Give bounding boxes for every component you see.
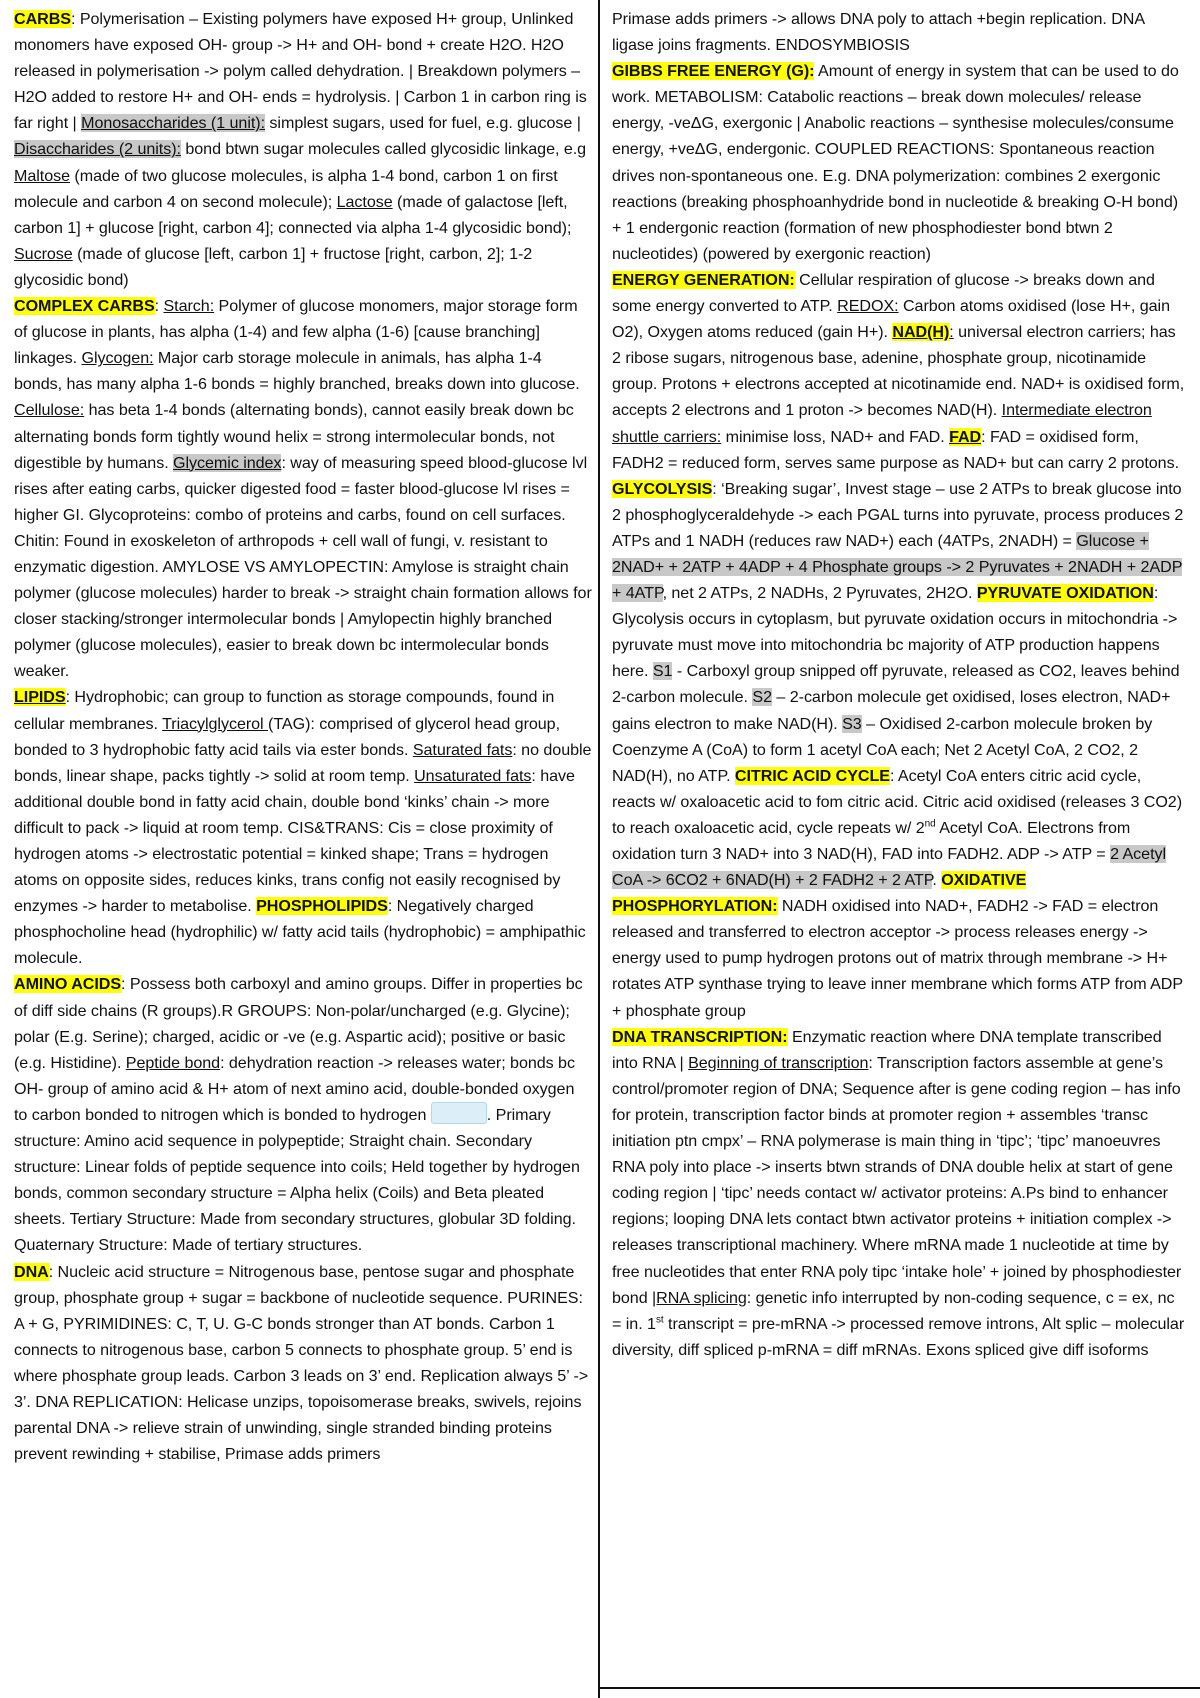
body-text: : Negatively charged phosphocholine head (hydrophilic) w/ fatty acid tails (hydrophobic) = amphipathic molecule. [14,897,586,968]
bottom-border-line [598,1687,1200,1689]
body-text: universal electron carriers; has 2 ribose sugars, nitrogenous base, adenine, phosphate group, nicotinamide group. Protons + electrons accepted at nicotinamide end. NAD+ is oxidised form, accepts 2 electrons and 1 proton -> becomes NAD(H). [612,323,1185,420]
superscript: st [655,1314,664,1326]
body-text: : ‘Breaking sugar’, Invest stage – use 2 ATPs to break glucose into 2 phosphoglyceraldehyde -> each PGAL turns into pyruvate, process produces 2 ATPs and 1 NADH (reduces raw NAD+) each (4ATPs, 2NADH) = [612,479,1184,550]
underlined-term: Sucrose [14,244,73,263]
body-text: Polymer of glucose monomers, major storage form of glucose in plants, has alpha (1-4) and few alpha (1-6) [cause branching] linkages. [14,297,578,368]
underlined-term: REDOX: [837,297,899,316]
body-text: (made of two glucose molecules, is alpha 1-4 bond, carbon 1 on first molecule and carbon 4 on second molecule); [14,166,558,211]
body-text: transcript = pre-mRNA -> processed remove introns, Alt splic – molecular diversity, diff spliced p-mRNA = diff mRNAs. Exons spliced give diff isoforms [612,1314,1185,1359]
body-text: : Polymerisation – Existing polymers have exposed H+ group, Unlinked monomers have exposed OH- group -> H+ and OH- bond + create H2O. H2O released in polymerisation -> polym called dehydration. | Breakdown polymers – H2O added to restore H+ and OH- ends = hydrolysis. | Carbon 1 in carbon ring is far right | [14,10,587,133]
highlighted-term: Glucose + 2NAD+ + 2ATP + 4ADP + 4 Phosphate groups -> 2 Pyruvates + 2NADH + 2ADP + 4ATP [612,531,1183,603]
peptide-bond-image-icon [431,1102,487,1124]
body-text: : have additional double bond in fatty acid chain, double bond ‘kinks’ chain -> more difficult to pack -> liquid at room temp. CIS&TRANS: Cis = close proximity of hydrogen atoms -> electrostatic potential = kinked shape; Trans = hydrogen atoms on opposite sides, reduces kinks, trans config not easily recognised by enzymes -> harder to metabolise. [14,766,575,916]
body-text: : genetic info interrupted by non-coding sequence, c = ex, nc = in. 1 [612,1288,1175,1333]
section-heading: GIBBS FREE ENERGY (G): [612,62,815,81]
underlined-term: Glycogen: [81,349,154,368]
body-text: : Hydrophobic; can group to function as storage compounds, found in cellular membranes. [14,688,555,733]
body-text: (made of glucose [left, carbon 1] + fructose [right, carbon, 2]; 1-2 glycosidic bond) [14,244,533,289]
underlined-term: |RNA splicing [652,1288,747,1307]
body-text: , net 2 ATPs, 2 NADHs, 2 Pyruvates, 2H2O. [662,584,977,603]
body-text: Enzymatic reaction where DNA template transcribed into RNA | [612,1027,1162,1072]
highlighted-term: S3 [842,714,862,733]
section-heading: PHOSPHOLIPIDS [256,897,388,916]
body-text: minimise loss, NAD+ and FAD. [721,427,950,446]
body-text: – Oxidised 2-carbon molecule broken by Coenzyme A (CoA) to form 1 acetyl CoA each; Net 2 Acetyl CoA, 2 CO2, 2 NAD(H), no ATP. [612,714,1153,785]
underlined-term: : [949,323,954,342]
section-heading: NAD(H) [892,323,950,342]
column-divider [598,0,600,1698]
section-heading: PYRUVATE OXIDATION [976,584,1154,603]
body-text: has beta 1-4 bonds (alternating bonds), cannot easily break down bc alternating bonds form tightly wound helix = strong intermolecular bonds, not digestible by humans. [14,401,574,472]
body-text: : Possess both carboxyl and amino groups. Differ in properties bc of diff side chains (R groups).R GROUPS: Non-polar/uncharged (e.g. Glycine); polar (E.g. Serine); charged, acidic or -ve (e.g. Aspartic acid); positive or basic (e.g. Histidine). [14,975,583,1072]
body-text: . Primary structure: Amino acid sequence in polypeptide; Straight chain. Secondary structure: Linear folds of peptide sequence into coils; Held together by hydrogen bonds, common secondary structure = Alpha helix (Coils) and Beta pleated sheets. Tertiary Structure: Made from secondary structures, globular 3D folding. Quaternary Structure: Made of tertiary structures. [14,1105,580,1255]
section-heading: AMINO ACIDS [14,975,122,994]
section-heading: LIPIDS [14,688,66,707]
superscript: nd [924,818,936,830]
section-heading: OXIDATIVE PHOSPHORYLATION: [612,871,1027,916]
body-text: (TAG): comprised of glycerol head group, bonded to 3 hydrophobic fatty acid tails via ester bonds. [14,714,561,759]
body-text: : no double bonds, linear shape, packs tightly -> solid at room temp. [14,740,592,785]
section-heading: CITRIC ACID CYCLE [734,766,890,785]
body-text: : [154,297,164,316]
section-heading: FAD [949,427,982,446]
body-text: Primase adds primers -> allows DNA poly to attach +begin replication. DNA ligase joins fragments. ENDOSYMBIOSIS [612,10,1145,55]
notes-column-left [14,0,592,1467]
underlined-term: Beginning of transcription [688,1053,869,1072]
body-text: : way of measuring speed blood-glucose lvl rises after eating carbs, quicker digested food = faster blood-glucose lvl rises = higher GI. Glycoproteins: combo of proteins and carbs, found on cell surfaces. Chitin: Found in exoskeleton of arthropods + cell wall of fungi, v. resistant to enzymatic digestion. AMYLOSE VS AMYLOPECTIN: Amylose is straight chain polymer (glucose molecules) harder to break -> straight chain formation allows for closer stacking/stronger intermolecular bonds | Amylopectin highly branched polymer (glucose molecules), easier to break down bc intermolecular bonds weaker. [14,453,592,681]
body-text: Cellular respiration of glucose -> breaks down and some energy converted to ATP. [612,270,1155,316]
notes-column-right [612,0,1186,1363]
highlighted-term: 2 Acetyl CoA -> 6CO2 + 6NAD(H) + 2 FADH2 + 2 ATP [612,845,1167,890]
underlined-term: Triacylglycerol [162,714,269,733]
underlined-term: Maltose [14,166,71,185]
body-text: Acetyl CoA. Electrons from oxidation turn 3 NAD+ into 3 NAD(H), FAD into FADH2. ADP -> ATP = [612,818,1131,863]
body-text: – 2-carbon molecule get oxidised, loses electron, NAD+ gains electron to make NAD(H). [612,688,1171,733]
section-heading: DNA TRANSCRIPTION: [612,1027,788,1046]
body-text: Carbon atoms oxidised (lose H+, gain O2), Oxygen atoms reduced (gain H+). [612,297,1170,342]
body-text: : Acetyl CoA enters citric acid cycle, reacts w/ oxaloacetic acid to fom citric acid. Citric acid oxidised (releases 3 CO2) to reach oxaloacetic acid, cycle repeats w/ 2 [612,766,1183,837]
highlighted-term: S1 [652,662,673,681]
highlighted-term: Disaccharides (2 units): [14,140,181,159]
underlined-term: Starch: [163,297,215,316]
underlined-term: Saturated fats [412,740,513,759]
underlined-term: Peptide bond [125,1053,221,1072]
body-text: : FAD = oxidised form, FADH2 = reduced form, serves same purpose as NAD+ but can carry 2 protons. [612,427,1179,472]
section-heading: ENERGY GENERATION: [612,270,795,289]
underlined-term: Lactose [336,192,393,211]
highlighted-term: Monosaccharides (1 unit): [81,114,266,133]
body-text: bond btwn sugar molecules called glycosidic linkage, e.g [180,140,587,159]
body-text: NADH oxidised into NAD+, FADH2 -> FAD = electron released and transferred to electron acceptor -> process releases energy -> energy used to pump hydrogen protons out of matrix through membrane -> H+ rotates ATP synthase trying to leave inner membrane which forms ATP from ADP + phosphate group [612,897,1183,1020]
section-heading: DNA [14,1262,49,1281]
underlined-term: Intermediate electron shuttle carriers: [612,401,1152,446]
body-text: . [932,871,942,890]
section-heading: GLYCOLYSIS [612,479,713,498]
body-text: - Carboxyl group snipped off pyruvate, released as CO2, leaves behind 2-carbon molecule. [612,662,1180,707]
body-text: : Nucleic acid structure = Nitrogenous base, pentose sugar and phosphate group, phosphate group + sugar = backbone of nucleotide sequence. PURINES: A + G, PYRIMIDINES: C, T, U. G-C bonds stronger than AT bonds. Carbon 1 connects to nitrogenous base, carbon 5 connects to phosphate group. 5’ end is where phosphate group leads. Carbon 3 leads on 3’ end. Replication always 5’ -> 3’. DNA REPLICATION: Helicase unzips, topoisomerase breaks, swivels, rejoins parental DNA -> relieve strain of unwinding, single stranded binding proteins prevent rewinding + stabilise, Primase adds primers [14,1262,589,1464]
body-text: (made of galactose [left, carbon 1] + glucose [right, carbon 4]; connected via alpha 1-4 glycosidic bond); [14,192,572,237]
highlighted-term: Glycemic index [173,453,282,472]
highlighted-term: S2 [752,688,772,707]
section-heading: COMPLEX CARBS [14,297,155,316]
body-text: simplest sugars, used for fuel, e.g. glucose | [265,114,581,133]
body-text: : Transcription factors assemble at gene’s control/promoter region of DNA; Sequence after is gene coding region – has info for protein, transcription factor binds at promoter region + assembles ‘transc initiation ptn cmpx’ – RNA polymerase is main thing in ‘tipc’; ‘tipc’ manoeuvres RNA poly into place -> inserts btwn strands of DNA double helix at start of gene coding region | ‘tipc’ needs contact w/ activator proteins: A.Ps bind to enhancer regions; looping DNA lets contact btwn activator proteins + initiation complex -> releases transcriptional machinery. Where mRNA made 1 nucleotide at time by free nucleotides that enter RNA poly tipc ‘intake hole’ + joined by phosphodiester bond [612,1053,1182,1307]
underlined-term: Unsaturated fats [414,766,532,785]
body-text: Major carb storage molecule in animals, has alpha 1-4 bonds, has many alpha 1-6 bonds = highly branched, breaks down into glucose. [14,349,580,394]
body-text: Amount of energy in system that can be used to do work. METABOLISM: Catabolic reactions – break down molecules/ release energy, -veΔG, exergonic | Anabolic reactions – synthesise molecules/consume energy, +veΔG, endergonic. COUPLED REACTIONS: Spontaneous reaction drives non-spontaneous one. E.g. DNA polymerization: combines 2 exergonic reactions (breaking phosphoanhydride bond in nucleotide & breaking O-H bond) + 1 endergonic reaction (formation of new phosphodiester bond btwn 2 nucleotides) (powered by exergonic reaction) [612,62,1179,263]
body-text: : dehydration reaction -> releases water; bonds bc OH- group of amino acid & H+ atom of next amino acid, double-bonded oxygen to carbon bonded to nitrogen which is bonded to hydrogen [14,1053,575,1124]
underlined-term: Cellulose: [14,401,85,420]
section-heading: CARBS [14,10,71,28]
body-text: : Glycolysis occurs in cytoplasm, but pyruvate oxidation occurs in mitochondria -> pyruvate must move into mitochondria bc majority of ATP production happens here. [612,584,1178,681]
